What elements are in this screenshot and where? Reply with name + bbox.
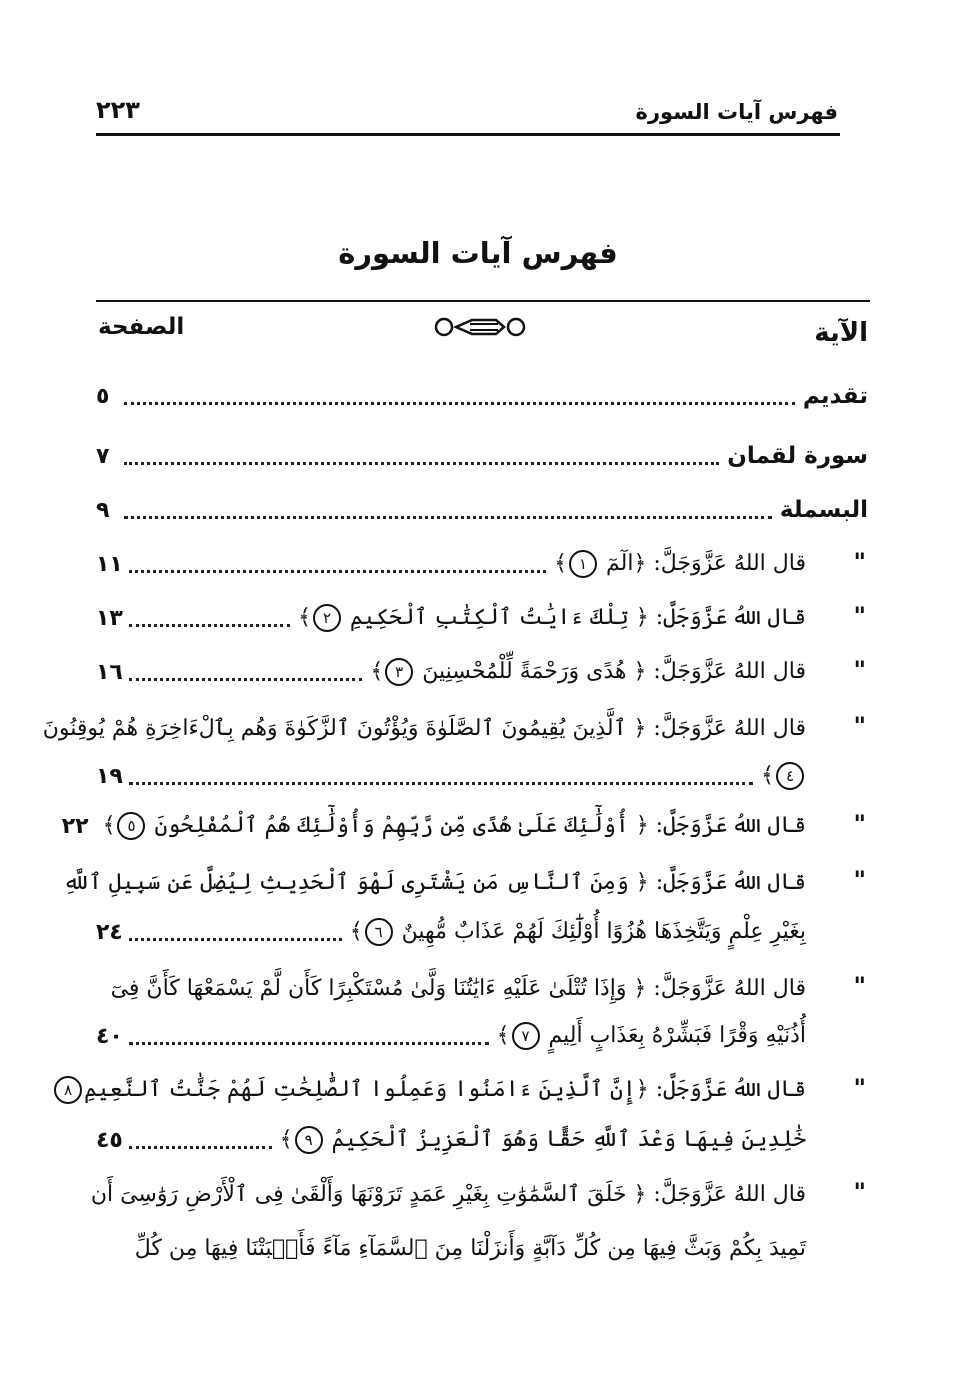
entry-text	[727, 443, 868, 469]
entry-text	[52, 1076, 806, 1104]
index-entry	[64, 1070, 868, 1110]
ayah-number-marker: ١	[569, 550, 597, 578]
index-entry	[96, 1016, 868, 1056]
quran-bracket: ﴾	[370, 659, 384, 684]
ditto-mark: "	[853, 656, 866, 684]
dot-leader	[124, 516, 772, 519]
dot-leader	[124, 462, 719, 465]
ayah-number-marker: ٨	[54, 1076, 82, 1104]
dot-leader	[129, 678, 362, 681]
dot-leader	[129, 624, 290, 627]
index-entry	[96, 376, 868, 416]
entry-text-content: قال اللهُ عَزَّوَجَلَّ: ﴿ أُوْلَٰٓئِكَ عَلَىٰ هُدًى مِّن رَّبِّهِمْ وَأُوْلَٰٓئِكَ هُمُ ٱلْمُفْلِحُونَ	[147, 813, 806, 838]
ditto-mark: "	[853, 866, 866, 894]
quran-bracket: ﴾	[496, 1023, 510, 1048]
entry-text	[350, 918, 806, 946]
entry-text	[280, 1126, 806, 1154]
entry-text-content: تَمِيدَ بِكُمْ وَبَثَّ فِيهَا مِن كُلِّ دَآبَّةٍ وَأَنزَلْنَا مِنَ ٱلسَّمَآءِ مَآءً فَأَنۢبَتْنَا فِيهَا مِن كُلِّ	[134, 1235, 806, 1261]
dot-leader	[129, 938, 342, 941]
entry-text	[91, 1182, 806, 1207]
entry-text-content: قال اللهُ عَزَّوَجَلَّ: ﴿ ٱلَّذِينَ يُقِيمُونَ ٱلصَّلَوٰةَ وَيُؤْتُونَ ٱلزَّكَوٰةَ وَهُم بِٱلْءَاخِرَةِ هُمْ يُوقِنُونَ	[42, 715, 806, 741]
ditto-mark: "	[853, 548, 866, 576]
entry-text	[803, 383, 868, 409]
column-header-ayah: الآية	[814, 318, 868, 348]
entry-text-content: تقديم	[802, 383, 868, 409]
ayah-number-marker: ٩	[295, 1126, 323, 1154]
entry-page-number: ٧	[96, 443, 110, 469]
entry-text-content: قال اللهُ عَزَّوَجَلَّ: ﴿الٓمٓ	[599, 551, 806, 576]
entry-page-number: ٥	[96, 383, 110, 409]
index-entry	[96, 968, 868, 1008]
index-entry	[63, 862, 868, 902]
entry-page-number: ١٦	[96, 659, 123, 685]
entry-text	[780, 497, 868, 523]
entry-text-content: قال اللهُ عَزَّوَجَلَّ: ﴿ وَمِنَ ٱلنَّاسِ مَن يَشْتَرِى لَهْوَ ٱلْحَدِيثِ لِيُضِلَّ عَن سَبِيلِ ٱللَّهِ	[63, 869, 806, 895]
entry-text-content: قال اللهُ عَزَّوَجَلَّ: ﴿ هُدًى وَرَحْمَةً لِّلْمُحْسِنِينَ	[415, 659, 806, 684]
ditto-mark: "	[853, 972, 866, 1000]
entry-text-content: أُذُنَيْهِ وَقْرًا فَبَشِّرْهُ بِعَذَابٍ أَلِيمٍ	[541, 1023, 806, 1048]
index-entry	[42, 708, 868, 748]
dot-leader	[129, 1042, 489, 1045]
entry-text	[298, 604, 806, 632]
entry-page-number: ٤٠	[96, 1023, 123, 1049]
ayah-number-marker: ٥	[117, 812, 145, 840]
column-header-page: الصفحة	[98, 314, 185, 340]
table-top-rule	[96, 300, 870, 302]
entry-text	[554, 550, 806, 578]
dot-leader	[124, 402, 795, 405]
entry-text	[43, 716, 806, 741]
index-entry	[61, 806, 868, 846]
quran-bracket: ﴾	[102, 813, 116, 838]
page-number: ٢٢٣	[96, 96, 140, 124]
index-entry	[96, 756, 868, 796]
index-entry	[96, 598, 868, 638]
quran-bracket: ﴾	[298, 605, 312, 630]
entry-page-number: ٩	[96, 497, 110, 523]
decorative-scroll-ornament-icon	[430, 312, 530, 342]
ayah-number-marker: ٣	[385, 658, 413, 686]
ayah-number-marker: ٦	[365, 918, 393, 946]
entry-text-content: البسملة	[779, 497, 868, 523]
entry-text-content: سورة لقمان	[727, 443, 868, 469]
quran-bracket: ﴾	[554, 551, 568, 576]
header-rule	[96, 133, 840, 136]
quran-bracket: ﴾	[349, 919, 363, 944]
index-entry	[96, 544, 868, 584]
index-entry	[96, 1120, 868, 1160]
index-entry	[96, 490, 868, 530]
entry-text	[63, 870, 806, 895]
dot-leader	[129, 1146, 272, 1149]
entry-text-content: قال اللهُ عَزَّوَجَلَّ: ﴿ تِلْكَ ءَايَٰتُ ٱلْكِتَٰبِ ٱلْحَكِيمِ	[343, 605, 806, 630]
entry-text-content: خَٰلِدِينَ فِيهَا وَعْدَ ٱللَّهِ حَقًّا وَهُوَ ٱلْعَزِيزُ ٱلْحَكِيمُ	[324, 1127, 806, 1152]
entry-text-content: بِغَيْرِ عِلْمٍ وَيَتَّخِذَهَا هُزُوًا أُوْلَٰٓئِكَ لَهُمْ عَذَابٌ مُّهِينٌ	[394, 919, 806, 944]
ayah-number-marker: ٤	[776, 762, 804, 790]
ditto-mark: "	[853, 712, 866, 740]
entry-text	[370, 658, 806, 686]
ayah-number-marker: ٢	[313, 604, 341, 632]
index-entry	[96, 1228, 868, 1268]
index-entry	[96, 652, 868, 692]
dot-leader	[129, 570, 546, 573]
entry-page-number: ١٣	[96, 605, 123, 631]
page-title: فهرس آيات السورة	[338, 236, 618, 270]
ditto-mark: "	[853, 602, 866, 630]
index-entry	[90, 1174, 868, 1214]
entry-text-content: قال اللهُ عَزَّوَجَلَّ: ﴿ وَإِذَا تُتْلَىٰ عَلَيْهِ ءَايَٰتُنَا وَلَّىٰ مُسْتَكْبِرًا كَأَن لَّمْ يَسْمَعْهَا كَأَنَّ فِىٓ	[110, 975, 806, 1001]
entry-text	[135, 1236, 806, 1261]
entry-page-number: ١١	[96, 551, 123, 577]
entry-text	[103, 812, 806, 840]
entry-page-number: ٢٤	[96, 919, 123, 945]
ditto-mark: "	[853, 810, 866, 838]
entry-page-number: ١٩	[96, 763, 123, 789]
dot-leader	[129, 782, 753, 785]
ditto-mark: "	[853, 1074, 866, 1102]
ayah-number-marker: ٧	[512, 1022, 540, 1050]
ditto-mark: "	[853, 1178, 866, 1206]
entry-text-content: قال اللهُ عَزَّوَجَلَّ: ﴿إِنَّ ٱلَّذِينَ ءَامَنُوا وَعَمِلُوا ٱلصَّٰلِحَٰتِ لَهُمْ جَنَّٰتُ ٱلنَّعِيمِ	[84, 1077, 806, 1102]
entry-text	[497, 1022, 806, 1050]
entry-text-content: قال اللهُ عَزَّوَجَلَّ: ﴿ خَلَقَ ٱلسَّمَٰوَٰتِ بِغَيْرِ عَمَدٍ تَرَوْنَهَا وَأَلْقَىٰ فِى ٱلْأَرْضِ رَوَٰسِىَ أَن	[90, 1181, 806, 1207]
quran-bracket: ﴾	[279, 1127, 293, 1152]
index-entry	[96, 912, 868, 952]
entry-page-number: ٢٢	[61, 813, 89, 839]
quran-bracket: ﴾	[761, 763, 774, 788]
entry-text	[761, 762, 806, 790]
entry-page-number: ٤٥	[96, 1127, 123, 1153]
entry-text	[111, 976, 806, 1001]
index-entry	[96, 436, 868, 476]
running-title: فهرس آيات السورة	[635, 100, 838, 124]
